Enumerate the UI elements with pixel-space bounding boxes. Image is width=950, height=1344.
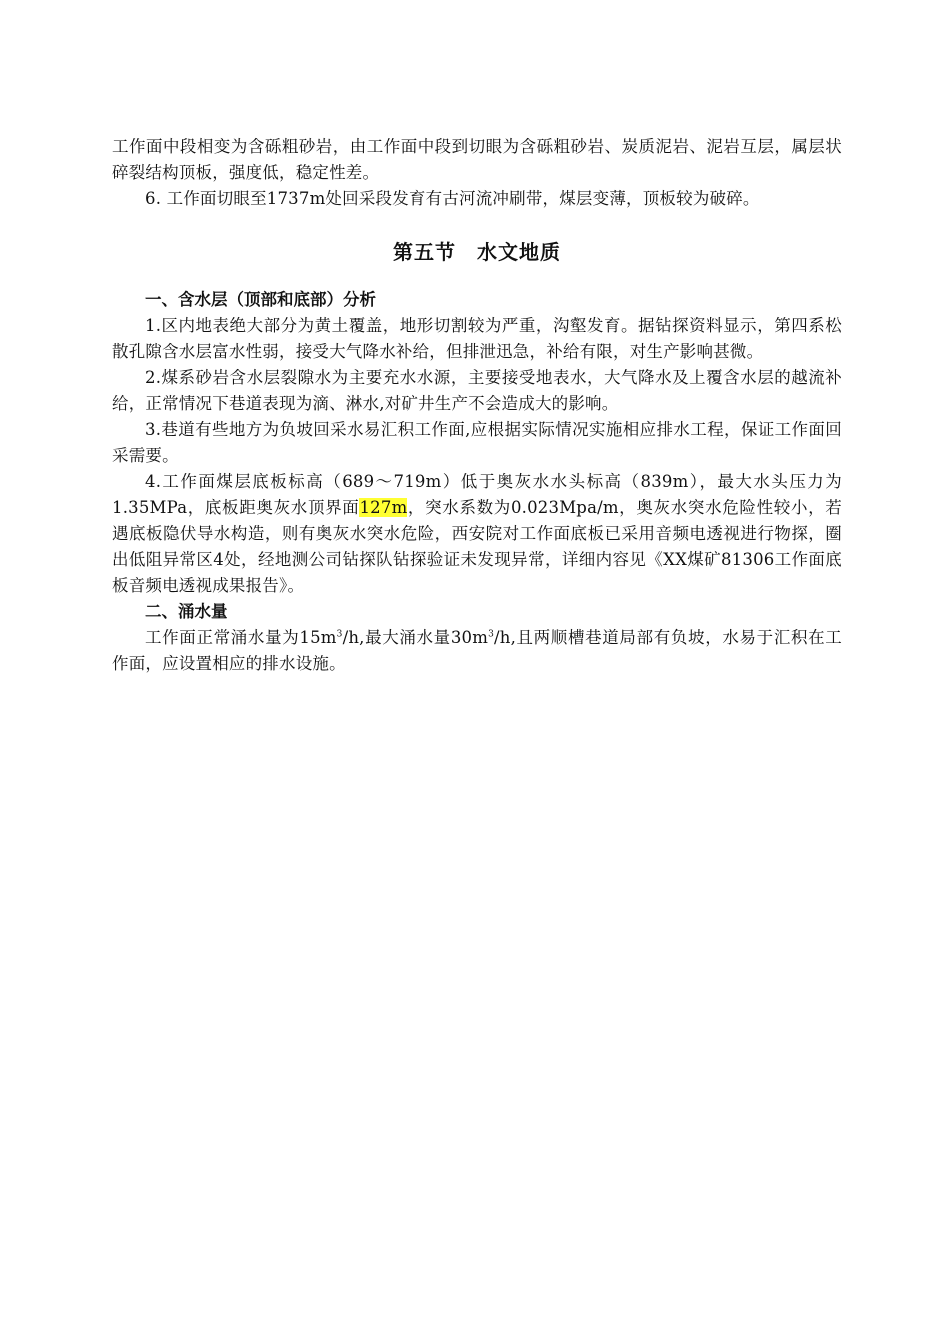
inflow-text-b: /h,最大涌水量30m — [342, 628, 489, 647]
subsection-aquifer-title: 一、含水层（顶部和底部）分析 — [145, 290, 376, 309]
superscript-3: 3 — [488, 629, 495, 640]
document-page — [112, 134, 842, 677]
subsection-water-inflow-title: 二、涌水量 — [145, 602, 228, 621]
paragraph-aquifer-1: 1.区内地表绝大部分为黄土覆盖，地形切割较为严重，沟壑发育。据钻探资料显示，第四系松散孔隙含水层富水性弱，接受大气降水补给，但排泄迅急，补给有限，对生产影响甚微。 — [112, 316, 842, 361]
highlighted-value: 127m — [359, 498, 408, 517]
aquifer-4-text-b: ，突水系数为0.023Mpa/m，奥灰水突水危险性较小，若遇底板隐伏导水构造，则有奥灰水突水危险，西安院对工作面底板已采用音频电透视进行物探，圈出低阻异常区4处，经地测公司钻探队钻探验证未发现异常，详细内容见《XX煤矿81306工作面底板音频电透视成果报告》。 — [112, 498, 842, 595]
paragraph-item-6: 6. 工作面切眼至1737m处回采段发育有古河流冲刷带，煤层变薄，顶板较为破碎。 — [145, 189, 760, 208]
aquifer-4-text-a: 4.工作面煤层底板标高（689～719m）低于奥灰水水头标高（839m），最大水头压力为1.35MPa，底板距奥灰水顶界面 — [112, 472, 842, 517]
superscript-3: 3 — [336, 629, 343, 640]
paragraph-aquifer-2: 2.煤系砂岩含水层裂隙水为主要充水水源，主要接受地表水，大气降水及上覆含水层的越流补给，正常情况下巷道表现为滴、淋水,对矿井生产不会造成大的影响。 — [112, 368, 842, 413]
paragraph-aquifer-3: 3.巷道有些地方为负坡回采水易汇积工作面,应根据实际情况实施相应排水工程，保证工作面回采需要。 — [112, 420, 842, 465]
section-title: 第五节 水文地质 — [393, 240, 561, 264]
paragraph-roof-description: 工作面中段相变为含砾粗砂岩，由工作面中段到切眼为含砾粗砂岩、炭质泥岩、泥岩互层，属层状碎裂结构顶板，强度低，稳定性差。 — [112, 137, 842, 182]
inflow-text-a: 工作面正常涌水量为15m — [145, 628, 337, 647]
inflow-text-c: /h,且两顺槽巷道局部有负坡，水易于汇积在工作面，应设置相应的排水设施。 — [112, 628, 842, 673]
paragraph-water-inflow — [112, 625, 842, 677]
paragraph-aquifer-4 — [112, 469, 842, 599]
